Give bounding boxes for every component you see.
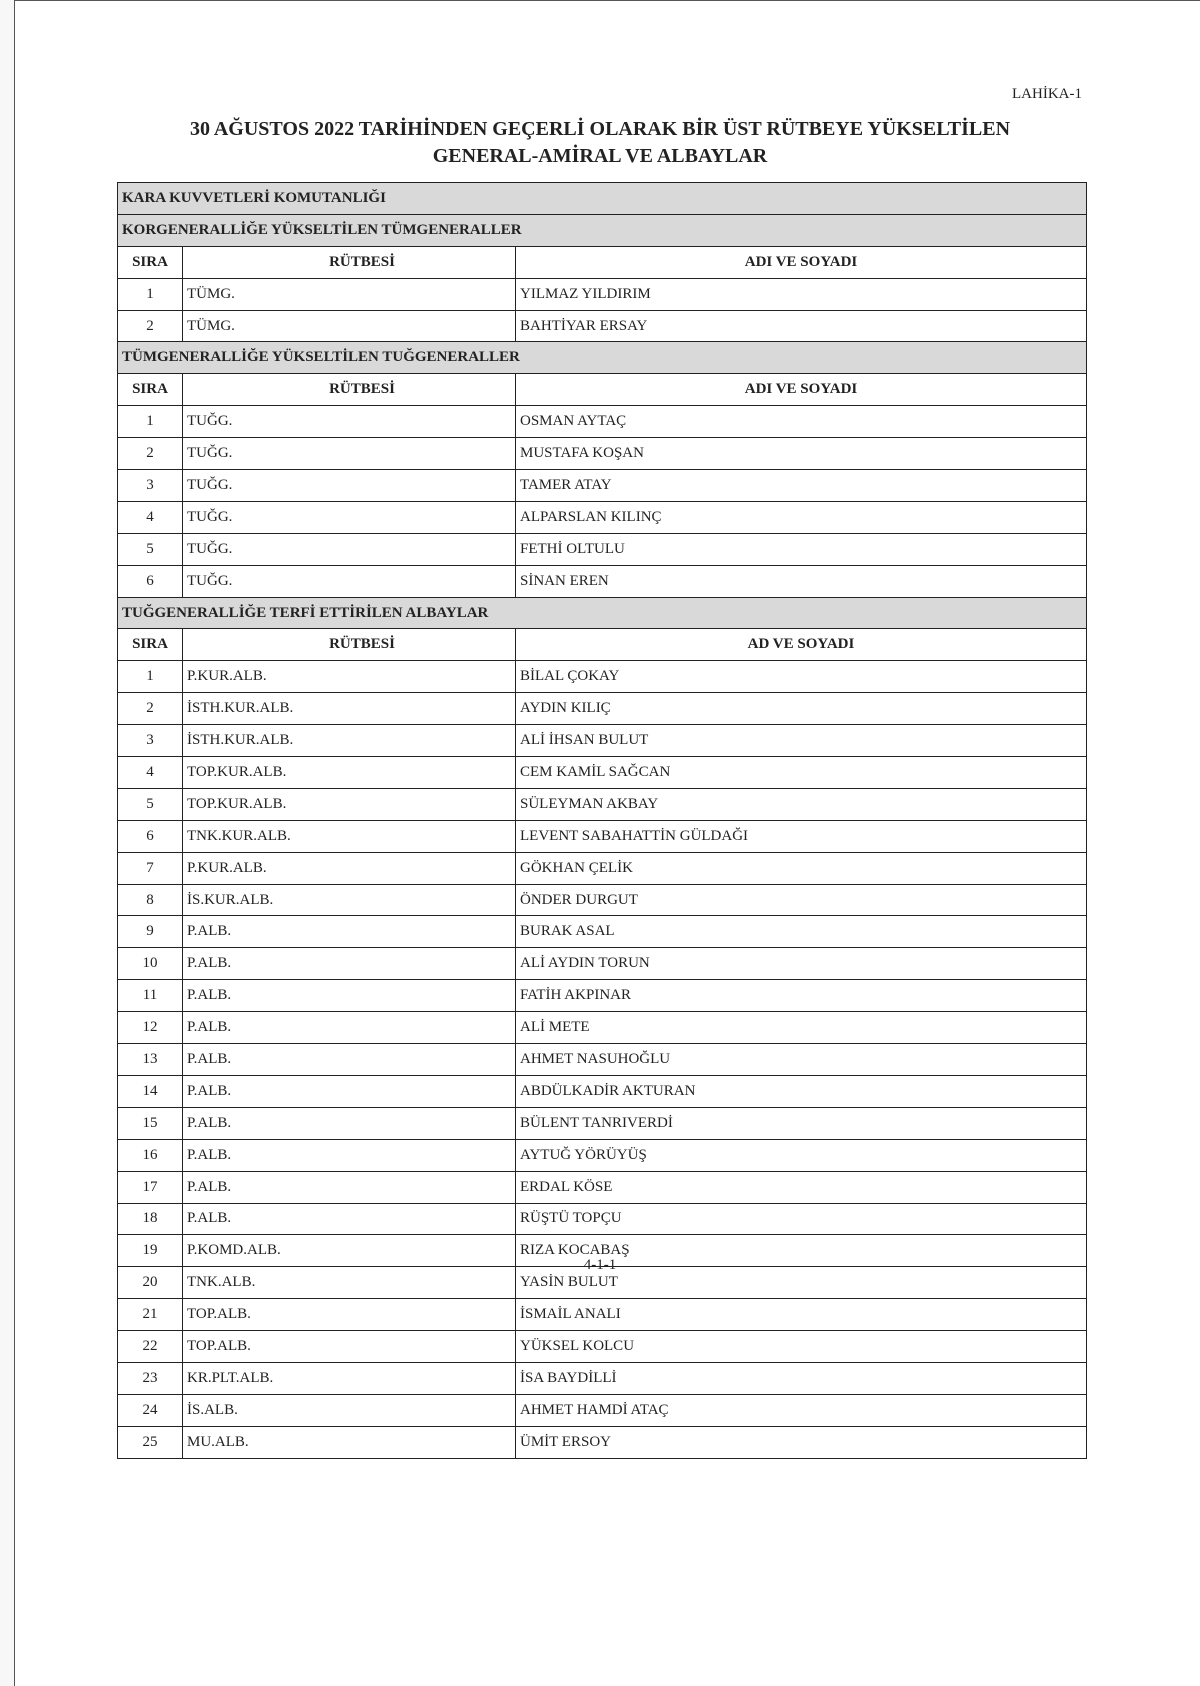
rank-cell: P.ALB.	[183, 1171, 516, 1203]
name-cell: ALİ AYDIN TORUN	[516, 948, 1087, 980]
sira-cell: 2	[118, 310, 183, 342]
name-cell: TAMER ATAY	[516, 470, 1087, 502]
rank-cell: İSTH.KUR.ALB.	[183, 725, 516, 757]
name-cell: AYTUĞ YÖRÜYÜŞ	[516, 1139, 1087, 1171]
command-row	[118, 183, 1087, 215]
section-title: TÜMGENERALLİĞE YÜKSELTİLEN TUĞGENERALLER	[118, 342, 1087, 374]
document-title	[0, 116, 1200, 170]
title-line-1: 30 AĞUSTOS 2022 TARİHİNDEN GEÇERLİ OLARAK BİR ÜST RÜTBEYE YÜKSELTİLEN	[189, 118, 1011, 140]
name-cell: OSMAN AYTAÇ	[516, 406, 1087, 438]
sira-cell: 9	[118, 916, 183, 948]
table-row	[118, 1299, 1087, 1331]
name-cell: BİLAL ÇOKAY	[516, 661, 1087, 693]
name-cell: ÖNDER DURGUT	[516, 884, 1087, 916]
name-cell: CEM KAMİL SAĞCAN	[516, 757, 1087, 789]
name-cell: BURAK ASAL	[516, 916, 1087, 948]
rank-cell: TÜMG.	[183, 310, 516, 342]
name-cell: GÖKHAN ÇELİK	[516, 852, 1087, 884]
sira-cell: 11	[118, 980, 183, 1012]
table-row	[118, 1044, 1087, 1076]
rank-cell: P.ALB.	[183, 1044, 516, 1076]
name-cell: BAHTİYAR ERSAY	[516, 310, 1087, 342]
annex-label: LAHİKA-1	[1012, 86, 1082, 102]
column-header-row	[118, 374, 1087, 406]
sira-cell: 21	[118, 1299, 183, 1331]
table-row	[118, 661, 1087, 693]
column-header-row	[118, 629, 1087, 661]
name-cell: AHMET NASUHOĞLU	[516, 1044, 1087, 1076]
rank-cell: P.ALB.	[183, 1203, 516, 1235]
table-row	[118, 916, 1087, 948]
table-row	[118, 820, 1087, 852]
sira-cell: 17	[118, 1171, 183, 1203]
rank-cell: İSTH.KUR.ALB.	[183, 693, 516, 725]
rank-cell: TUĞG.	[183, 470, 516, 502]
rank-cell: P.ALB.	[183, 916, 516, 948]
name-cell: AHMET HAMDİ ATAÇ	[516, 1394, 1087, 1426]
table-row	[118, 1331, 1087, 1363]
sira-cell: 6	[118, 565, 183, 597]
rank-cell: TÜMG.	[183, 278, 516, 310]
table-row	[118, 852, 1087, 884]
name-cell: İSA BAYDİLLİ	[516, 1362, 1087, 1394]
table-row	[118, 1362, 1087, 1394]
section-title-row	[118, 342, 1087, 374]
table-row	[118, 788, 1087, 820]
rank-cell: P.KUR.ALB.	[183, 661, 516, 693]
rank-cell: KR.PLT.ALB.	[183, 1362, 516, 1394]
section-title: KORGENERALLİĞE YÜKSELTİLEN TÜMGENERALLER	[118, 214, 1087, 246]
name-cell: ÜMİT ERSOY	[516, 1426, 1087, 1458]
sira-cell: 2	[118, 438, 183, 470]
table-row	[118, 278, 1087, 310]
name-header: ADI VE SOYADI	[516, 374, 1087, 406]
name-cell: RÜŞTÜ TOPÇU	[516, 1203, 1087, 1235]
section-title-row	[118, 597, 1087, 629]
rank-cell: TNK.ALB.	[183, 1267, 516, 1299]
table-row	[118, 725, 1087, 757]
name-cell: İSMAİL ANALI	[516, 1299, 1087, 1331]
rank-cell: TUĞG.	[183, 565, 516, 597]
rank-header: RÜTBESİ	[183, 246, 516, 278]
sira-cell: 1	[118, 278, 183, 310]
page-number: 4-1-1	[583, 1257, 617, 1273]
name-cell: AYDIN KILIÇ	[516, 693, 1087, 725]
command-title: KARA KUVVETLERİ KOMUTANLIĞI	[118, 183, 1087, 215]
sira-cell: 2	[118, 693, 183, 725]
rank-cell: MU.ALB.	[183, 1426, 516, 1458]
sira-cell: 23	[118, 1362, 183, 1394]
title-line-2: GENERAL-AMİRAL VE ALBAYLAR	[432, 145, 768, 167]
rank-cell: TUĞG.	[183, 438, 516, 470]
name-cell: FATİH AKPINAR	[516, 980, 1087, 1012]
table-row	[118, 1426, 1087, 1458]
rank-cell: P.ALB.	[183, 1107, 516, 1139]
name-cell: ALİ İHSAN BULUT	[516, 725, 1087, 757]
sira-cell: 15	[118, 1107, 183, 1139]
table-row	[118, 693, 1087, 725]
table-row	[118, 533, 1087, 565]
rank-cell: TUĞG.	[183, 533, 516, 565]
name-header: AD VE SOYADI	[516, 629, 1087, 661]
name-cell: YASİN BULUT	[516, 1267, 1087, 1299]
table-row	[118, 1203, 1087, 1235]
table-row	[118, 757, 1087, 789]
name-cell: MUSTAFA KOŞAN	[516, 438, 1087, 470]
table-row	[118, 1139, 1087, 1171]
table-row	[118, 1394, 1087, 1426]
rank-cell: İS.ALB.	[183, 1394, 516, 1426]
rank-header: RÜTBESİ	[183, 629, 516, 661]
table-row	[118, 980, 1087, 1012]
sira-cell: 3	[118, 725, 183, 757]
table-row	[118, 565, 1087, 597]
sira-cell: 16	[118, 1139, 183, 1171]
rank-cell: P.ALB.	[183, 1012, 516, 1044]
rank-cell: P.ALB.	[183, 980, 516, 1012]
table-row	[118, 1107, 1087, 1139]
name-cell: ALİ METE	[516, 1012, 1087, 1044]
rank-cell: TNK.KUR.ALB.	[183, 820, 516, 852]
rank-cell: TOP.ALB.	[183, 1331, 516, 1363]
rank-cell: P.ALB.	[183, 1075, 516, 1107]
name-cell: BÜLENT TANRIVERDİ	[516, 1107, 1087, 1139]
sira-cell: 10	[118, 948, 183, 980]
sira-cell: 3	[118, 470, 183, 502]
sira-cell: 14	[118, 1075, 183, 1107]
sira-cell: 20	[118, 1267, 183, 1299]
table-row	[118, 884, 1087, 916]
rank-cell: TUĞG.	[183, 406, 516, 438]
table-row	[118, 1012, 1087, 1044]
sira-cell: 1	[118, 406, 183, 438]
table-row	[118, 1075, 1087, 1107]
rank-cell: P.ALB.	[183, 948, 516, 980]
sira-cell: 22	[118, 1331, 183, 1363]
sira-cell: 5	[118, 533, 183, 565]
sira-header: SIRA	[118, 246, 183, 278]
sira-cell: 4	[118, 501, 183, 533]
rank-header: RÜTBESİ	[183, 374, 516, 406]
table-row	[118, 948, 1087, 980]
sira-header: SIRA	[118, 629, 183, 661]
name-cell: ALPARSLAN KILINÇ	[516, 501, 1087, 533]
name-cell: ABDÜLKADİR AKTURAN	[516, 1075, 1087, 1107]
sira-cell: 19	[118, 1235, 183, 1267]
sira-cell: 4	[118, 757, 183, 789]
name-header: ADI VE SOYADI	[516, 246, 1087, 278]
sira-cell: 25	[118, 1426, 183, 1458]
name-cell: YÜKSEL KOLCU	[516, 1331, 1087, 1363]
sira-cell: 18	[118, 1203, 183, 1235]
name-cell: YILMAZ YILDIRIM	[516, 278, 1087, 310]
rank-cell: TOP.KUR.ALB.	[183, 788, 516, 820]
rank-cell: P.ALB.	[183, 1139, 516, 1171]
name-cell: SİNAN EREN	[516, 565, 1087, 597]
section-title-row	[118, 214, 1087, 246]
sira-cell: 12	[118, 1012, 183, 1044]
table-row	[118, 438, 1087, 470]
sira-cell: 24	[118, 1394, 183, 1426]
rank-cell: P.KUR.ALB.	[183, 852, 516, 884]
sira-cell: 6	[118, 820, 183, 852]
rank-cell: TUĞG.	[183, 501, 516, 533]
sira-cell: 8	[118, 884, 183, 916]
name-cell: RIZA KOCABAŞ	[516, 1235, 1087, 1267]
table-row	[118, 470, 1087, 502]
column-header-row	[118, 246, 1087, 278]
table-row	[118, 1171, 1087, 1203]
sira-cell: 1	[118, 661, 183, 693]
table-row	[118, 310, 1087, 342]
table-row	[118, 501, 1087, 533]
rank-cell: P.KOMD.ALB.	[183, 1235, 516, 1267]
rank-cell: TOP.ALB.	[183, 1299, 516, 1331]
sira-cell: 7	[118, 852, 183, 884]
sira-header: SIRA	[118, 374, 183, 406]
sira-cell: 13	[118, 1044, 183, 1076]
rank-cell: İS.KUR.ALB.	[183, 884, 516, 916]
name-cell: ERDAL KÖSE	[516, 1171, 1087, 1203]
name-cell: FETHİ OLTULU	[516, 533, 1087, 565]
section-title: TUĞGENERALLİĞE TERFİ ETTİRİLEN ALBAYLAR	[118, 597, 1087, 629]
sira-cell: 5	[118, 788, 183, 820]
name-cell: LEVENT SABAHATTİN GÜLDAĞI	[516, 820, 1087, 852]
rank-cell: TOP.KUR.ALB.	[183, 757, 516, 789]
table-row	[118, 406, 1087, 438]
name-cell: SÜLEYMAN AKBAY	[516, 788, 1087, 820]
